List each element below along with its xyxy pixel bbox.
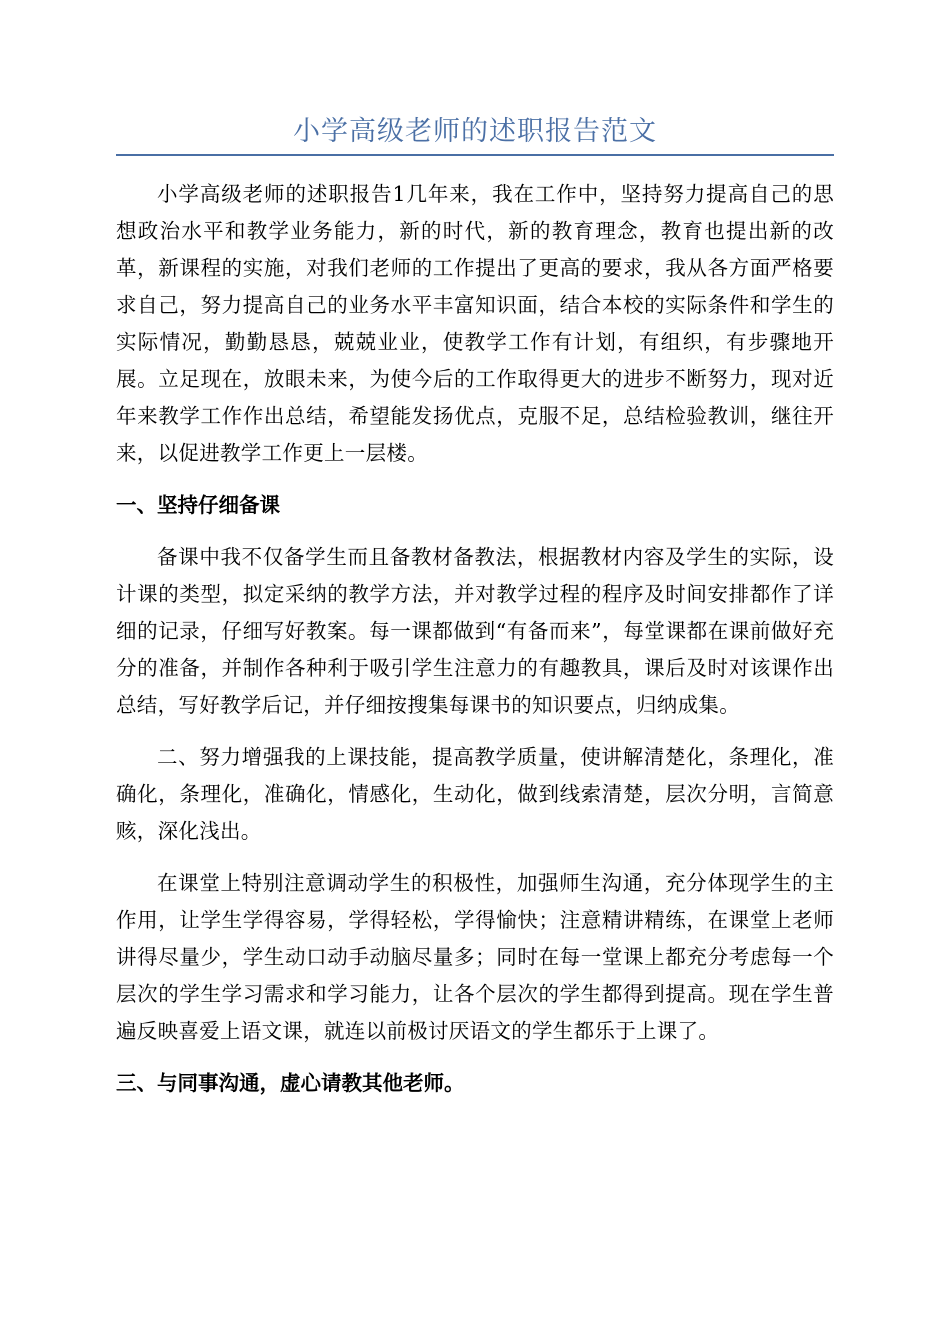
section-1-paragraph: 备课中我不仅备学生而且备教材备教法，根据教材内容及学生的实际，设计课的类型，拟定采纳的教学方法，并对教学过程的程序及时间安排都作了详细的记录，仔细写好教案。每一课都做到“有备而来”，每堂课都在课前做好充分的准备，并制作各种利于吸引学生注意力的有趣教具，课后及时对该课作出总结，写好教学后记，并仔细按搜集每课书的知识要点，归纳成集。 bbox=[116, 545, 834, 717]
title-underline bbox=[116, 154, 834, 156]
section-heading-3: 三、与同事沟通，虚心请教其他老师。 bbox=[116, 1071, 465, 1095]
classroom-paragraph: 在课堂上特别注意调动学生的积极性，加强师生沟通，充分体现学生的主作用，让学生学得容易，学得轻松，学得愉快；注意精讲精练，在课堂上老师讲得尽量少，学生动口动手动脑尽量多；同时在每一堂课上都充分考虑每一个层次的学生学习需求和学习能力，让各个层次的学生都得到提高。现在学生普遍反映喜爱上语文课，就连以前极讨厌语文的学生都乐于上课了。 bbox=[116, 871, 834, 1043]
section-2-paragraph: 二、努力增强我的上课技能，提高教学质量，使讲解清楚化，条理化，准确化，条理化，准确化，情感化，生动化，做到线索清楚，层次分明，言简意赅，深化浅出。 bbox=[116, 745, 834, 843]
document-title: 小学高级老师的述职报告范文 bbox=[293, 116, 657, 147]
intro-paragraph: 小学高级老师的述职报告1几年来，我在工作中，坚持努力提高自己的思想政治水平和教学业务能力，新的时代，新的教育理念，教育也提出新的改革，新课程的实施，对我们老师的工作提出了更高的要求，我从各方面严格要求自己，努力提高自己的业务水平丰富知识面，结合本校的实际条件和学生的实际情况，勤勤恳恳，兢兢业业，使教学工作有计划，有组织，有步骤地开展。立足现在，放眼未来，为使今后的工作取得更大的进步不断努力，现对近年来教学工作作出总结，希望能发扬优点，克服不足，总结检验教训，继往开来，以促进教学工作更上一层楼。 bbox=[116, 182, 834, 465]
section-heading-1: 一、坚持仔细备课 bbox=[116, 493, 280, 517]
document-page bbox=[116, 112, 834, 1102]
